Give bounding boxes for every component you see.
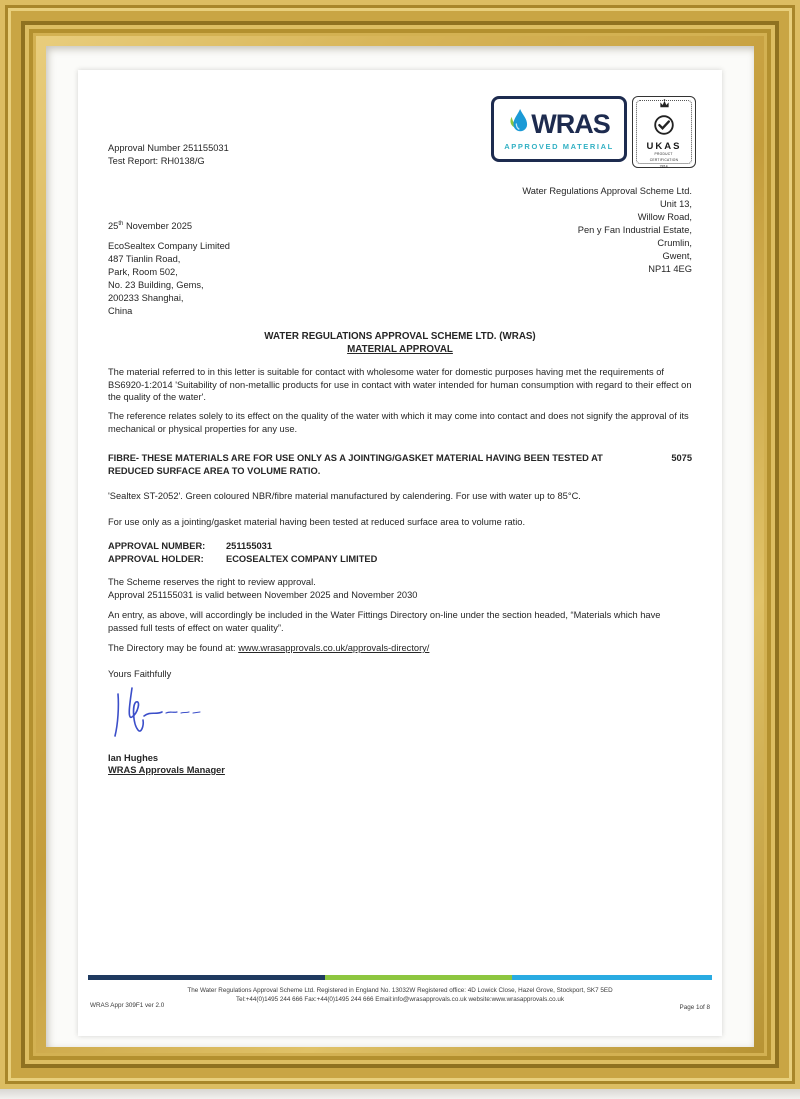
title-line2: MATERIAL APPROVAL bbox=[347, 344, 453, 355]
wras-wordmark: WRAS bbox=[531, 108, 610, 139]
signatory-title: WRAS Approvals Manager bbox=[108, 765, 225, 775]
frame-bottom-shadow bbox=[0, 1089, 800, 1099]
paragraph-suitability: The material referred to in this letter is suitable for contact with wholesome water for domestic purposes having met the requirements of BS6920-1:2014 'Suitability of non-metallic products for use in contact with water intended for human consumption with regard to their effect on the quality of the water'. bbox=[108, 367, 692, 402]
checkmark-circle-icon bbox=[653, 114, 675, 141]
title-line1: WATER REGULATIONS APPROVAL SCHEME LTD. (WRAS) bbox=[264, 331, 536, 342]
recipient-line: 200233 Shanghai, bbox=[108, 293, 184, 303]
fibre-statement: FIBRE- THESE MATERIALS ARE FOR USE ONLY AS A JOINTING/GASKET MATERIAL HAVING BEEN TESTED AT REDUCED SURFACE AREA TO VOLUME RATIO. bbox=[108, 453, 603, 476]
fibre-statement-row bbox=[108, 452, 692, 477]
approval-holder-label: APPROVAL HOLDER: bbox=[108, 554, 204, 564]
approval-number-line: Approval Number 251155031 bbox=[108, 143, 229, 153]
footer-bar-navy bbox=[88, 975, 325, 980]
date-rest: November 2025 bbox=[123, 221, 193, 232]
approval-details bbox=[108, 540, 692, 566]
material-code: 5075 bbox=[671, 453, 692, 463]
wras-tagline: APPROVED MATERIAL bbox=[504, 141, 614, 151]
closing-line: Yours Faithfully bbox=[108, 669, 172, 679]
letter-title bbox=[108, 330, 692, 356]
paragraph-product: 'Sealtex ST-2052'. Green coloured NBR/fibre material manufactured by calendering. For use with water up to 85°C. bbox=[108, 491, 581, 501]
review-line1: The Scheme reserves the right to review approval. bbox=[108, 577, 316, 587]
date-day: 25 bbox=[108, 221, 119, 232]
document-reference: WRAS Appr 309F1 ver 2.0 bbox=[90, 1002, 165, 1009]
sender-address-line: Pen y Fan Industrial Estate, bbox=[577, 225, 692, 235]
footer-bar-blue bbox=[512, 975, 712, 980]
sender-address-line: Gwent, bbox=[662, 251, 692, 261]
ukas-stamp-border bbox=[636, 100, 692, 169]
sender-address-line: Crumlin, bbox=[657, 238, 692, 248]
sender-address-line: Willow Road, bbox=[637, 212, 692, 222]
ukas-sub1: PRODUCT bbox=[654, 152, 674, 156]
directory-link[interactable]: www.wrasapprovals.co.uk/approvals-directory/ bbox=[238, 643, 430, 653]
footer-registered-line: The Water Regulations Approval Scheme Ltd. Registered in England No. 13032W Registered office: 4D Lowick Close, Hazel Grove, Stockport, SK7 5ED bbox=[187, 987, 613, 994]
page-number: Page 1of 8 bbox=[679, 1004, 710, 1011]
review-line2: Approval 251155031 is valid between November 2025 and November 2030 bbox=[108, 589, 418, 600]
approval-holder-value: ECOSEALTEX COMPANY LIMITED bbox=[226, 554, 378, 564]
letter-date bbox=[108, 218, 692, 233]
recipient-line: EcoSealtex Company Limited bbox=[108, 241, 230, 251]
test-report-line: Test Report: RH0138/G bbox=[108, 155, 205, 166]
footer-contact-line: Tel:+44(0)1495 244 666 Fax:+44(0)1495 244 666 Email:info@wrasapprovals.co.uk website:www.wrasapprovals.co.uk bbox=[235, 996, 565, 1003]
signatory-name: Ian Hughes bbox=[108, 753, 159, 763]
recipient-line: 487 Tianlin Road, bbox=[108, 254, 181, 264]
sender-address-line: Unit 13, bbox=[659, 199, 692, 209]
water-drop-icon bbox=[508, 108, 528, 140]
directory-line bbox=[108, 642, 692, 655]
ukas-number: 2814 bbox=[659, 164, 668, 169]
ukas-sub2: CERTIFICATION bbox=[649, 158, 679, 162]
sender-address-line: NP11 4EG bbox=[648, 264, 692, 274]
review-statement bbox=[108, 576, 692, 601]
paragraph-use: For use only as a jointing/gasket material having been tested at reduced surface area to volume ratio. bbox=[108, 517, 526, 527]
recipient-line: Park, Room 502, bbox=[108, 267, 178, 277]
directory-prefix: The Directory may be found at: bbox=[108, 643, 239, 653]
paragraph-reference: The reference relates solely to its effect on the quality of the water with which it may come into contact and does not signify the approval of its mechanical or physical properties for any use. bbox=[108, 411, 689, 434]
wras-logo bbox=[491, 96, 627, 162]
footer-text bbox=[92, 986, 708, 1004]
ukas-wordmark: UKAS bbox=[646, 140, 682, 152]
ukas-logo bbox=[632, 96, 696, 168]
footer-color-bar bbox=[88, 975, 712, 980]
letter-page bbox=[78, 70, 722, 1036]
date-suffix: th bbox=[118, 221, 124, 227]
approval-number-label: APPROVAL NUMBER: bbox=[108, 541, 206, 551]
recipient-address bbox=[108, 240, 692, 318]
letterhead-logos bbox=[491, 96, 696, 168]
recipient-line: No. 23 Building, Gems, bbox=[108, 280, 204, 290]
signature-image bbox=[108, 680, 692, 744]
recipient-line: China bbox=[108, 306, 133, 316]
paragraph-directory-entry: An entry, as above, will accordingly be included in the Water Fittings Directory on-line under the section headed, “Materials which have passed full tests of effect on water quality”. bbox=[108, 610, 661, 633]
crown-icon bbox=[658, 95, 671, 113]
sender-address-line: Water Regulations Approval Scheme Ltd. bbox=[522, 186, 692, 196]
footer-bar-green bbox=[325, 975, 512, 980]
approval-number-value: 251155031 bbox=[226, 541, 273, 551]
